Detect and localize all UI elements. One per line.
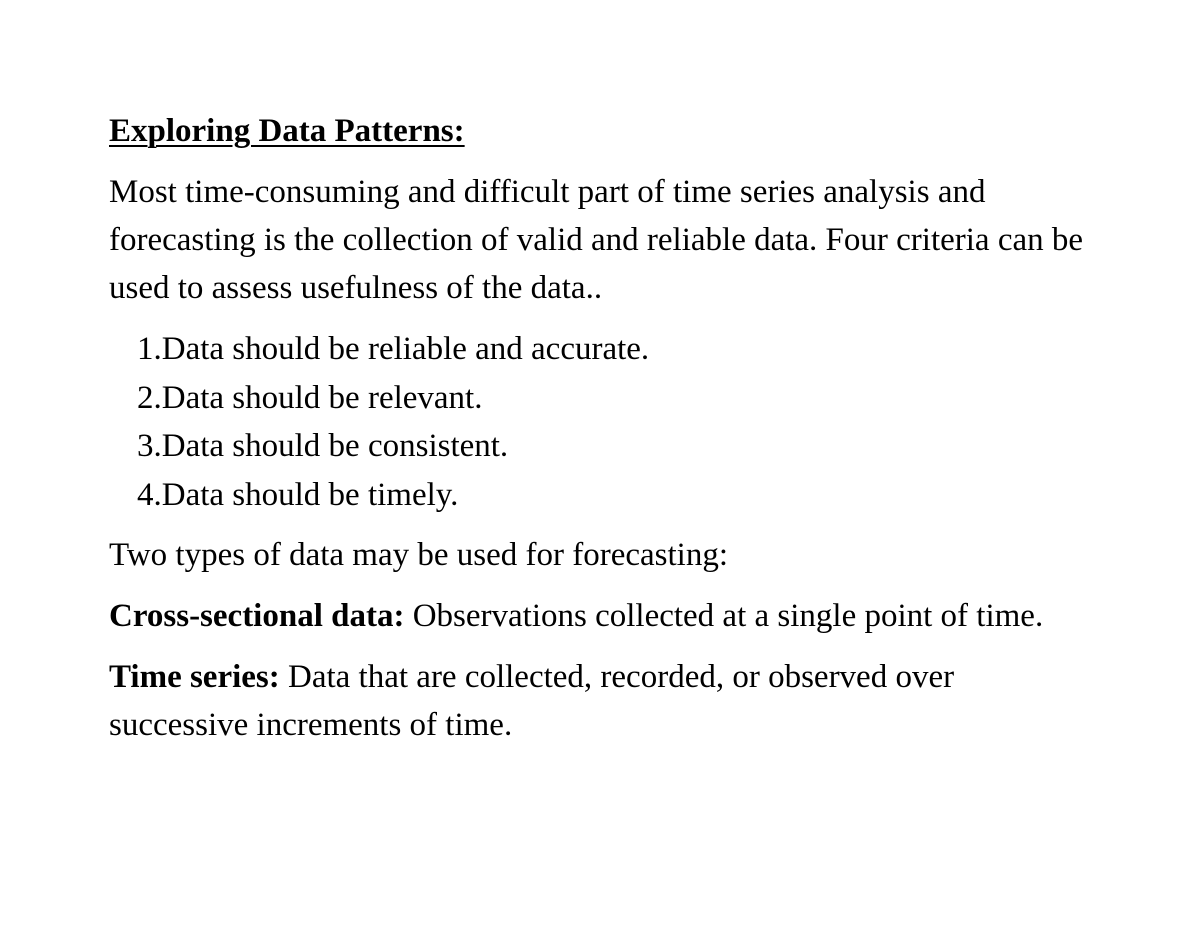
section-heading: Exploring Data Patterns: xyxy=(109,113,465,149)
types-intro-paragraph: Two types of data may be used for forecasting: xyxy=(109,537,728,573)
criteria-item: 4.Data should be timely. xyxy=(137,476,459,513)
definition-cross-sectional xyxy=(109,592,1100,640)
definition-text: Observations collected at a single point of time. xyxy=(404,598,1044,634)
definition-term: Cross-sectional data: xyxy=(109,598,405,634)
criteria-item: 2.Data should be relevant. xyxy=(137,379,483,416)
definition-time-series xyxy=(109,653,1100,749)
definition-term: Time series: xyxy=(109,659,280,695)
intro-paragraph: Most time-consuming and difficult part of time series analysis and forecasting is the collection of valid and reliable data. Four criteria can be used to assess usefulness of the data.. xyxy=(109,174,1084,306)
definition-text: Data that are collected, recorded, or observed over successive increments of time. xyxy=(109,659,955,743)
criteria-list xyxy=(109,325,1100,519)
criteria-item: 1.Data should be reliable and accurate. xyxy=(137,331,650,367)
criteria-item: 3.Data should be consistent. xyxy=(137,428,509,464)
